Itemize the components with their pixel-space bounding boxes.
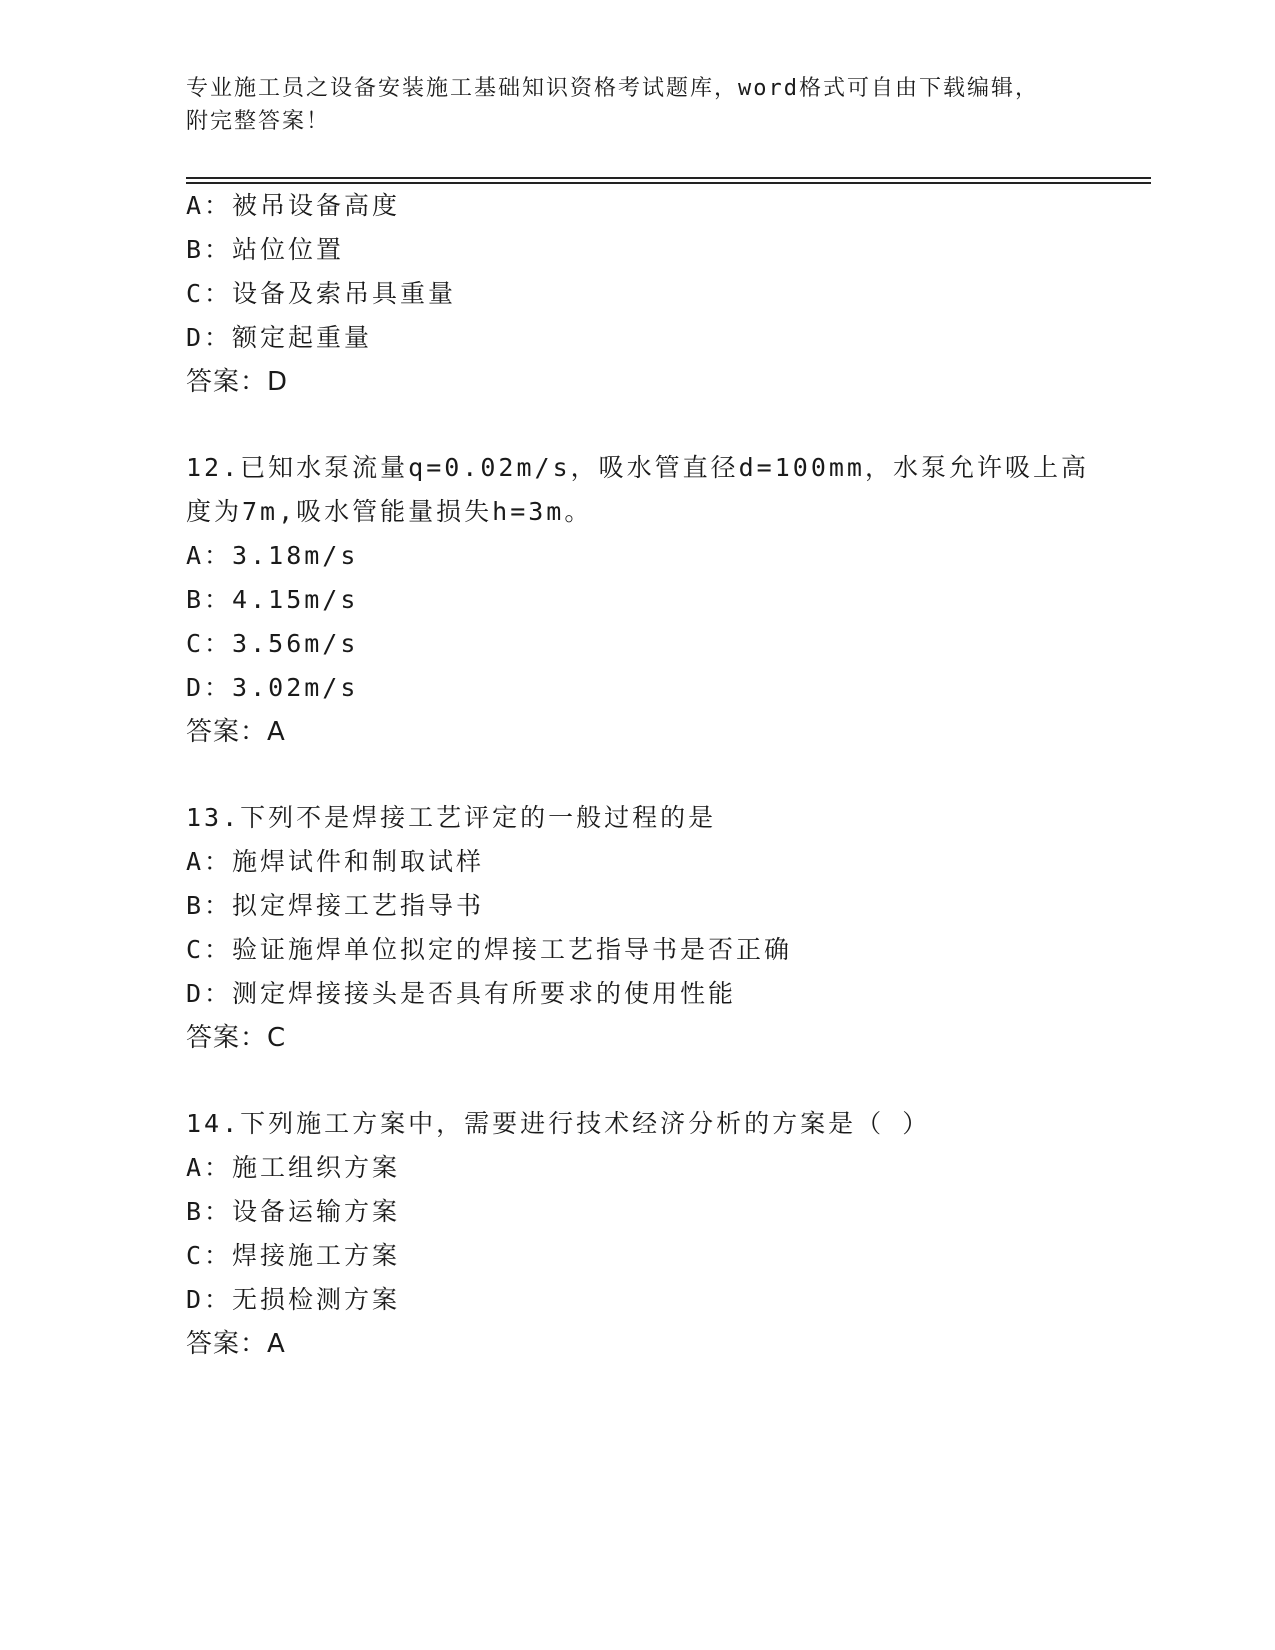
q14-option-a: A：施工组织方案 <box>186 1153 401 1182</box>
q14-option-c: C：焊接施工方案 <box>186 1241 401 1270</box>
q14-option-d: D：无损检测方案 <box>186 1285 401 1314</box>
q13-option-a: A：施焊试件和制取试样 <box>186 847 485 876</box>
q11-answer: 答案：D <box>186 367 289 397</box>
q11-option-c: C：设备及索吊具重量 <box>186 279 457 308</box>
header-line-2: 附完整答案！ <box>186 109 331 134</box>
q12-option-b: B：4.15m/s <box>186 585 359 614</box>
q12-stem-line-2: 度为7m,吸水管能量损失h=3m。 <box>186 497 593 526</box>
document-header <box>186 72 1086 138</box>
q14-stem: 14.下列施工方案中，需要进行技术经济分析的方案是（ ） <box>186 1109 931 1138</box>
q13-answer: 答案：C <box>186 1023 287 1053</box>
header-divider-top <box>186 177 1151 179</box>
q11-option-b: B：站位位置 <box>186 235 345 264</box>
q13-option-c: C：验证施焊单位拟定的焊接工艺指导书是否正确 <box>186 935 793 964</box>
header-line-1: 专业施工员之设备安装施工基础知识资格考试题库，word格式可自由下载编辑， <box>186 76 1039 101</box>
q14-answer: 答案：A <box>186 1329 286 1359</box>
q13-stem: 13.下列不是焊接工艺评定的一般过程的是 <box>186 803 717 832</box>
q13-option-b: B：拟定焊接工艺指导书 <box>186 891 485 920</box>
q12-answer: 答案：A <box>186 717 286 747</box>
q12-option-c: C：3.56m/s <box>186 629 359 658</box>
q14-option-b: B：设备运输方案 <box>186 1197 401 1226</box>
q12-option-a: A：3.18m/s <box>186 541 359 570</box>
q12-stem-line-1: 12.已知水泵流量q=0.02m/s，吸水管直径d=100mm，水泵允许吸上高 <box>186 453 1089 482</box>
q13-option-d: D：测定焊接接头是否具有所要求的使用性能 <box>186 979 737 1008</box>
header-divider-bottom <box>186 182 1151 184</box>
q12-option-d: D：3.02m/s <box>186 673 359 702</box>
q11-option-a: A：被吊设备高度 <box>186 191 401 220</box>
q11-option-d: D：额定起重量 <box>186 323 373 352</box>
